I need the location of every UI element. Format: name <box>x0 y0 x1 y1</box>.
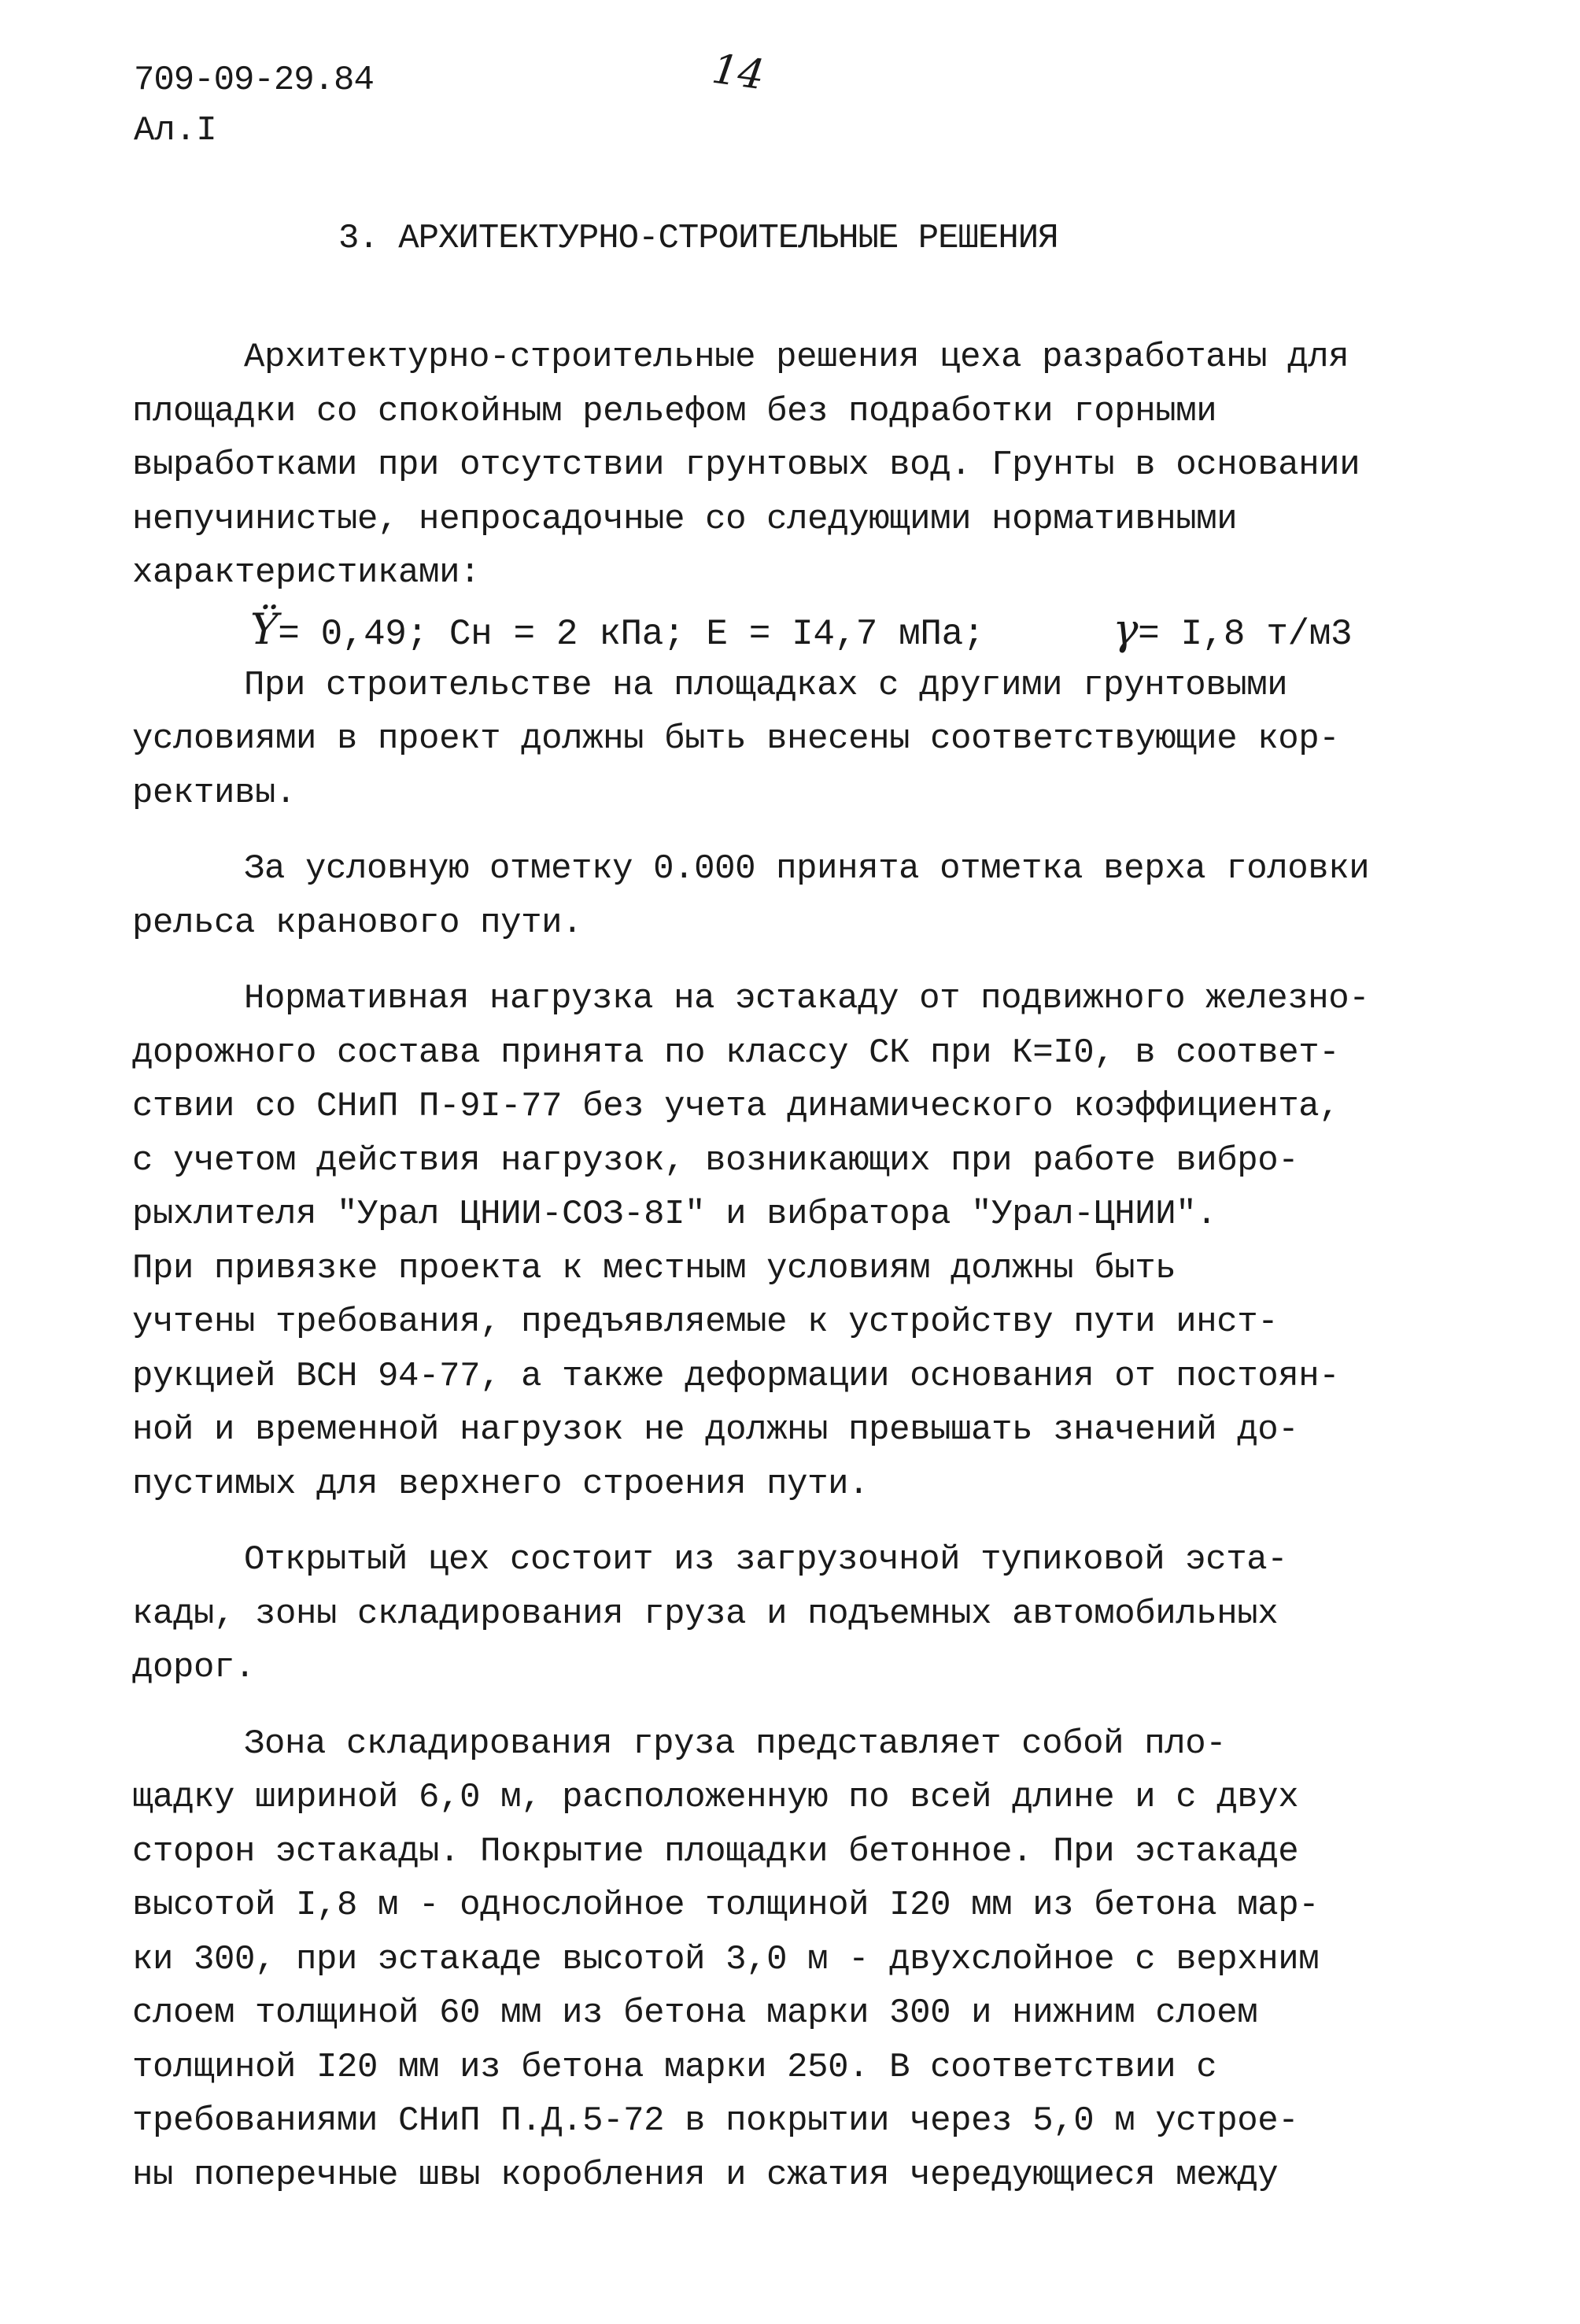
paragraph-other-conditions <box>132 659 1486 821</box>
formula-part-2: = I,8 т/м3 <box>1138 613 1353 655</box>
text-line: Нормативная нагрузка на эстакаду от подвижного железно- <box>244 979 1370 1018</box>
text-line: сторон эстакады. Покрытие площадки бетонное. При эстакаде <box>132 1831 1299 1871</box>
text-line: ствии со СНиП П-9I-77 без учета динамического коэффициента, <box>132 1087 1340 1126</box>
section-title: 3. АРХИТЕКТУРНО-СТРОИТЕЛЬНЫЕ РЕШЕНИЯ <box>338 219 1058 258</box>
text-line: При привязке проекта к местным условиям должны быть <box>132 1248 1176 1288</box>
sheet-label: Ал.I <box>134 111 217 150</box>
text-line: ки 300, при эстакаде высотой 3,0 м - двухслойное с верхним <box>132 1939 1320 1979</box>
text-line: толщиной I20 мм из бетона марки 250. В соответствии с <box>132 2047 1217 2087</box>
text-line: пустимых для верхнего строения пути. <box>132 1464 869 1504</box>
text-line: ной и временной нагрузок не должны превышать значений до- <box>132 1410 1299 1450</box>
paragraph-workshop <box>132 1533 1486 1695</box>
paragraph-gap <box>132 1511 1486 1533</box>
text-line: кады, зоны складирования груза и подъемных автомобильных <box>132 1594 1279 1634</box>
text-line: дорожного состава принята по классу СК при К=I0, в соответ- <box>132 1033 1340 1073</box>
document-code: 709-09-29.84 <box>134 61 374 100</box>
soil-parameters-formula <box>132 600 1486 659</box>
density-symbol: γ <box>1113 604 1139 654</box>
text-line: учтены требования, предъявляемые к устройству пути инст- <box>132 1302 1279 1342</box>
paragraph-gap <box>132 950 1486 972</box>
text-line: рельса кранового пути. <box>132 903 583 943</box>
page-number: 14 <box>709 45 768 100</box>
text-line: требованиями СНиП П.Д.5-72 в покрытии через 5,0 м устрое- <box>132 2101 1299 2141</box>
text-line: Открытый цех состоит из загрузочной тупиковой эста- <box>244 1540 1288 1580</box>
text-line: дорог. <box>132 1648 256 1687</box>
text-line: с учетом действия нагрузок, возникающих при работе вибро- <box>132 1140 1299 1180</box>
poisson-symbol: Ϋ <box>250 604 279 654</box>
formula-part-1: = 0,49; Сн = 2 кПа; Е = I4,7 мПа; <box>278 613 984 655</box>
text-line: условиями в проект должны быть внесены соответствующие кор- <box>132 719 1340 759</box>
text-line: высотой I,8 м - однослойное толщиной I20 мм из бетона мар- <box>132 1886 1320 1925</box>
text-line: При строительстве на площадках с другими грунтовыми <box>244 665 1288 705</box>
paragraph-soil-conditions <box>132 331 1486 600</box>
text-line: За условную отметку 0.000 принята отметка верха головки <box>244 849 1370 889</box>
text-line: рукцией ВСН 94-77, а также деформации основания от постоян- <box>132 1356 1340 1396</box>
text-line: Зона складирования груза представляет собой пло- <box>244 1724 1227 1764</box>
body-text <box>132 331 1486 2202</box>
paragraph-storage-zone <box>132 1717 1486 2203</box>
text-line: слоем толщиной 60 мм из бетона марки 300 и нижним слоем <box>132 1993 1258 2033</box>
text-line: ны поперечные швы коробления и сжатия чередующиеся между <box>132 2155 1279 2195</box>
paragraph-gap <box>132 820 1486 842</box>
text-line: рыхлителя "Урал ЦНИИ-СОЗ-8I" и вибратора "Урал-ЦНИИ". <box>132 1195 1217 1234</box>
paragraph-load <box>132 972 1486 1511</box>
text-line: щадку шириной 6,0 м, расположенную по всей длине и с двух <box>132 1778 1299 1817</box>
text-line: характеристиками: <box>132 553 481 593</box>
text-line: Архитектурно-строительные решения цеха разработаны для <box>244 338 1349 377</box>
text-line: непучинистые, непросадочные со следующими нормативными <box>132 499 1238 539</box>
text-line: площадки со спокойным рельефом без подработки горными <box>132 391 1217 431</box>
paragraph-zero-mark <box>132 842 1486 950</box>
text-line: рективы. <box>132 773 297 813</box>
paragraph-gap <box>132 1695 1486 1717</box>
text-line: выработками при отсутствии грунтовых вод. Грунты в основании <box>132 445 1360 485</box>
